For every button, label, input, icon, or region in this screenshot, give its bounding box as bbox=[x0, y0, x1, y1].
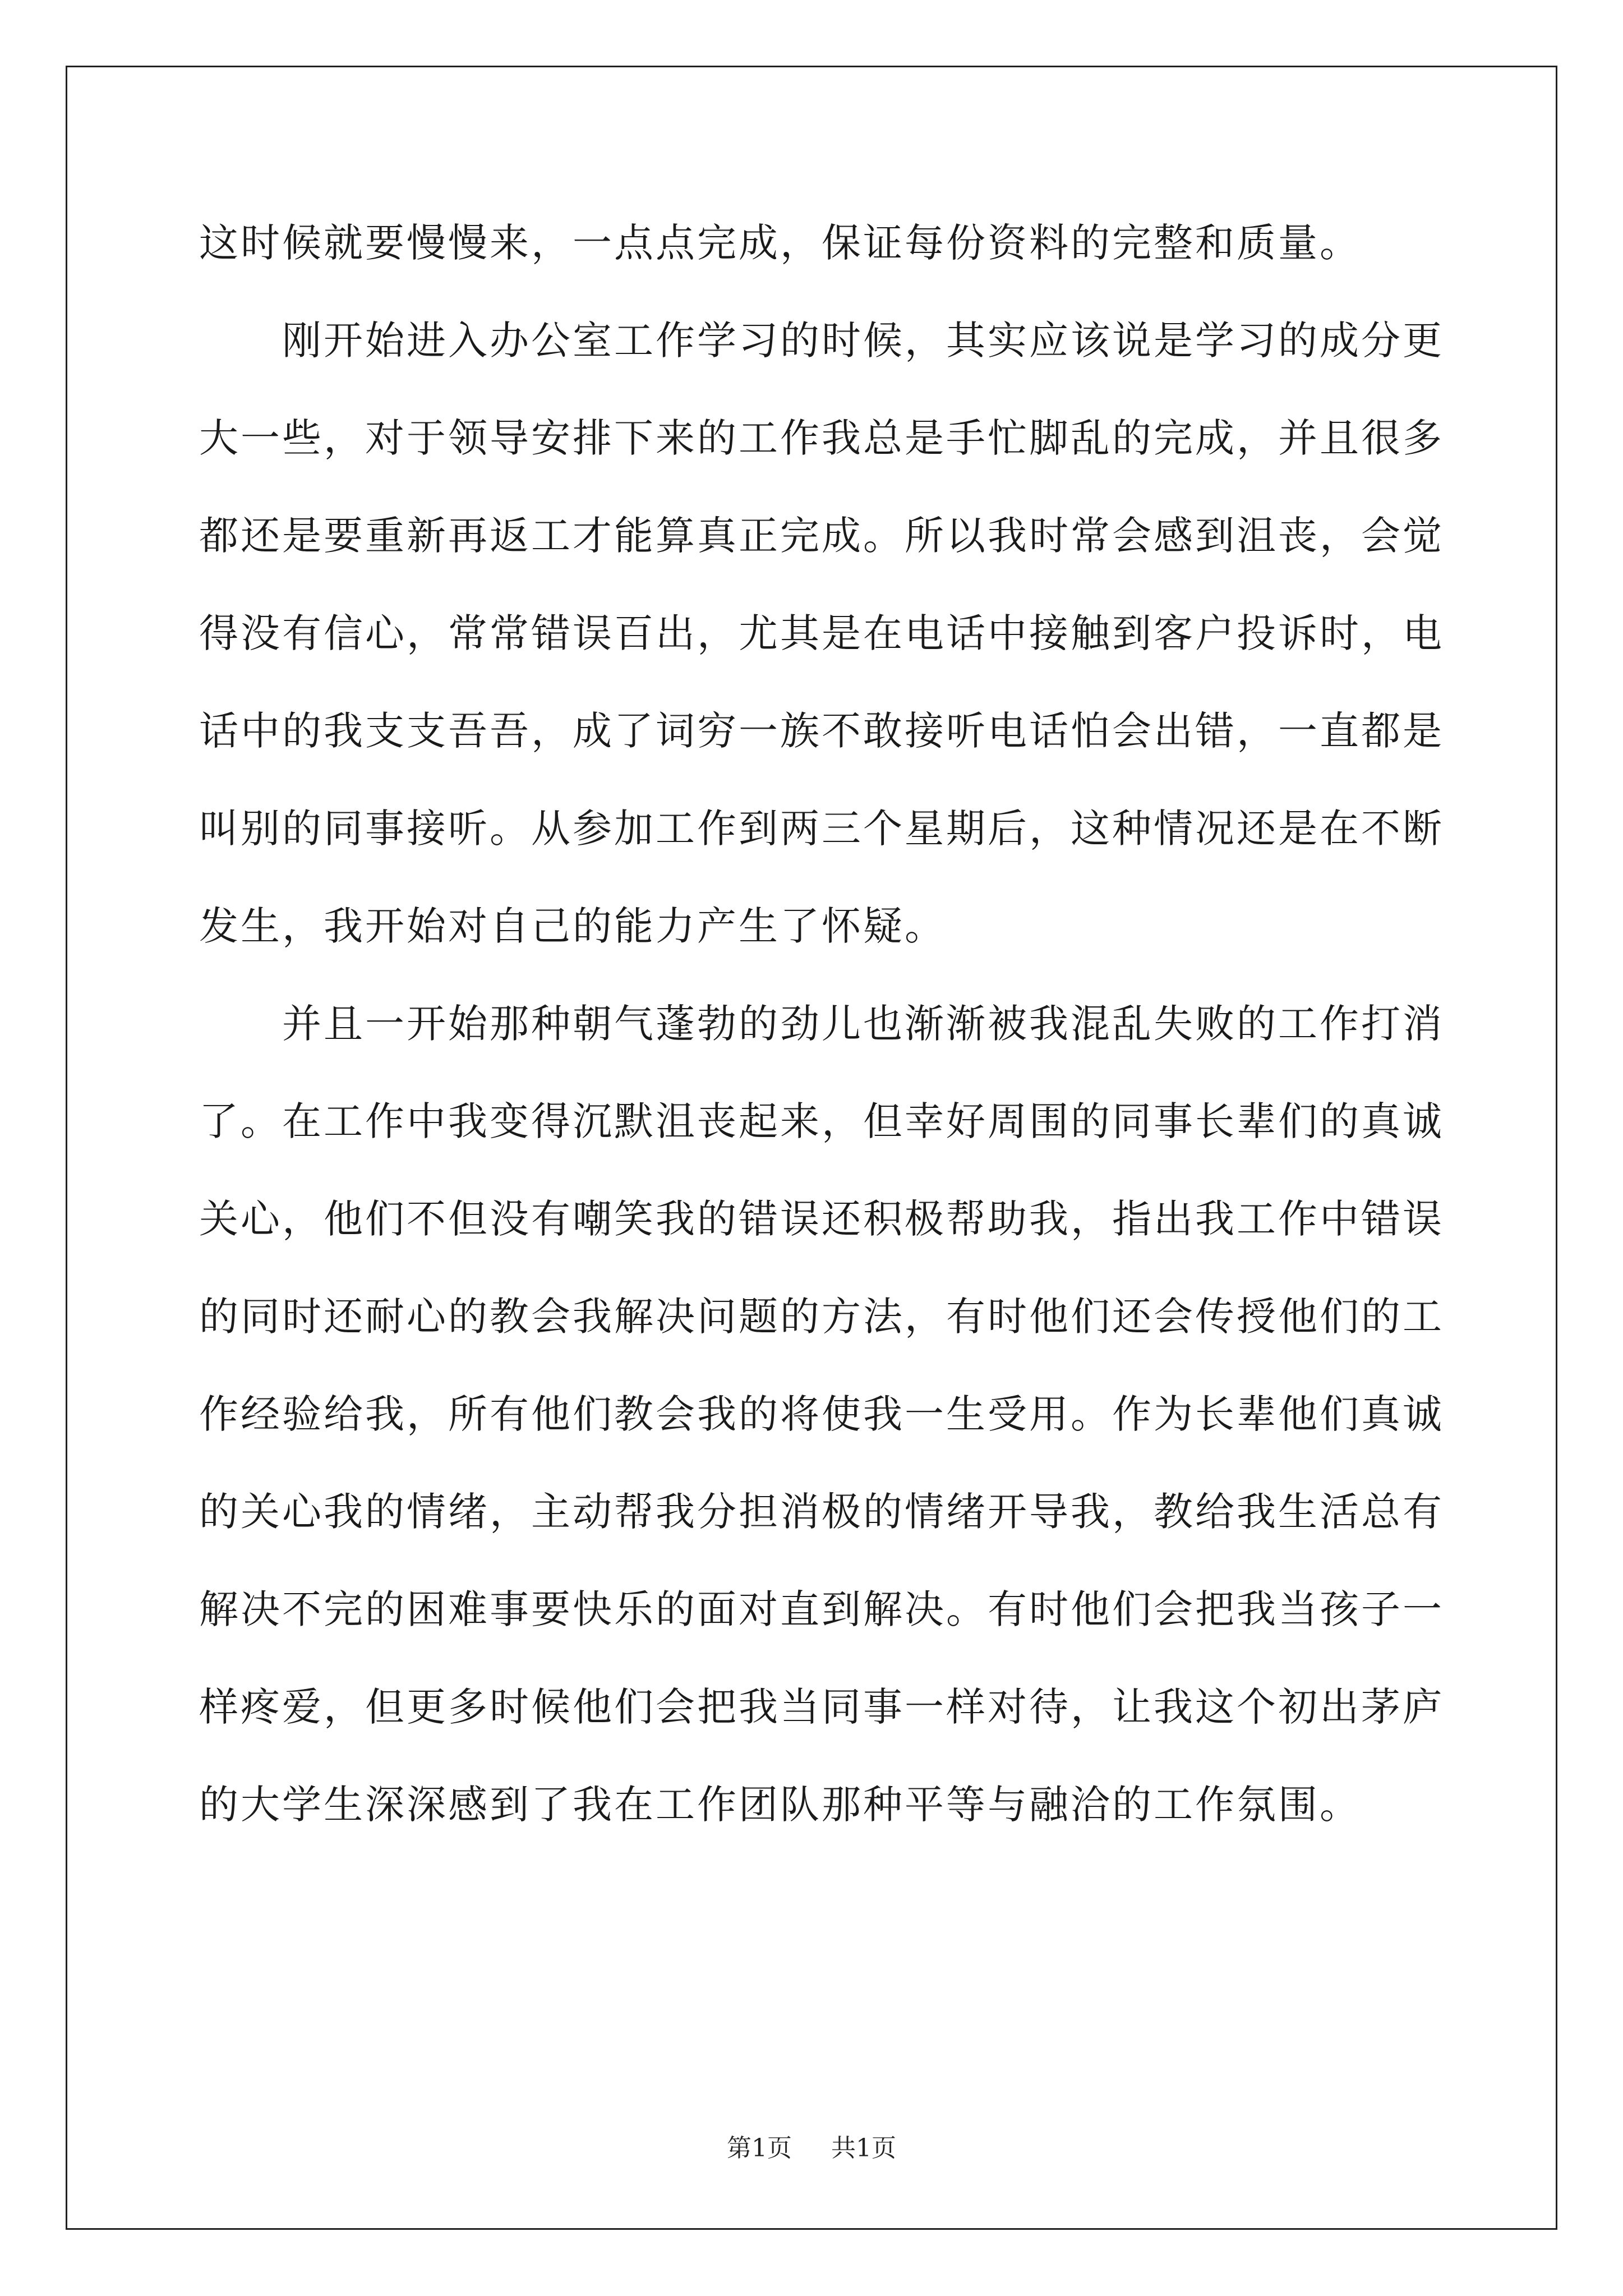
text-line: 得没有信心，常常错误百出，尤其是在电话中接触到客户投诉时，电 bbox=[199, 610, 1444, 656]
text-line: 刚开始进入办公室工作学习的时候，其实应该说是学习的成分更 bbox=[199, 318, 1444, 364]
page-footer bbox=[0, 2132, 1623, 2165]
text-line: 发生，我开始对自己的能力产生了怀疑。 bbox=[199, 903, 946, 949]
text-line: 并且一开始那种朝气蓬勃的劲儿也渐渐被我混乱失败的工作打消 bbox=[199, 1001, 1444, 1047]
page-total: 共1页 bbox=[831, 2134, 896, 2162]
text-line: 作经验给我，所有他们教会我的将使我一生受用。作为长辈他们真诚 bbox=[199, 1391, 1444, 1437]
text-line: 样疼爱，但更多时候他们会把我当同事一样对待，让我这个初出茅庐 bbox=[199, 1684, 1444, 1730]
page-number: 第1页 bbox=[727, 2134, 792, 2162]
text-line: 解决不完的困难事要快乐的面对直到解决。有时他们会把我当孩子一 bbox=[199, 1586, 1444, 1632]
text-line: 话中的我支支吾吾，成了词穷一族不敢接听电话怕会出错，一直都是 bbox=[199, 708, 1444, 754]
text-line: 的关心我的情绪，主动帮我分担消极的情绪开导我，教给我生活总有 bbox=[199, 1489, 1444, 1535]
document-body bbox=[199, 208, 1444, 1867]
text-line: 关心，他们不但没有嘲笑我的错误还积极帮助我，指出我工作中错误 bbox=[199, 1196, 1444, 1242]
text-line: 这时候就要慢慢来，一点点完成，保证每份资料的完整和质量。 bbox=[199, 220, 1361, 266]
text-line: 了。在工作中我变得沉默沮丧起来，但幸好周围的同事长辈们的真诚 bbox=[199, 1098, 1444, 1144]
text-line: 的同时还耐心的教会我解决问题的方法，有时他们还会传授他们的工 bbox=[199, 1294, 1444, 1340]
text-line: 的大学生深深感到了我在工作团队那种平等与融洽的工作氛围。 bbox=[199, 1782, 1361, 1828]
text-line: 大一些，对于领导安排下来的工作我总是手忙脚乱的完成，并且很多 bbox=[199, 415, 1444, 461]
text-line: 叫别的同事接听。从参加工作到两三个星期后，这种情况还是在不断 bbox=[199, 806, 1444, 852]
text-line: 都还是要重新再返工才能算真正完成。所以我时常会感到沮丧，会觉 bbox=[199, 513, 1444, 559]
